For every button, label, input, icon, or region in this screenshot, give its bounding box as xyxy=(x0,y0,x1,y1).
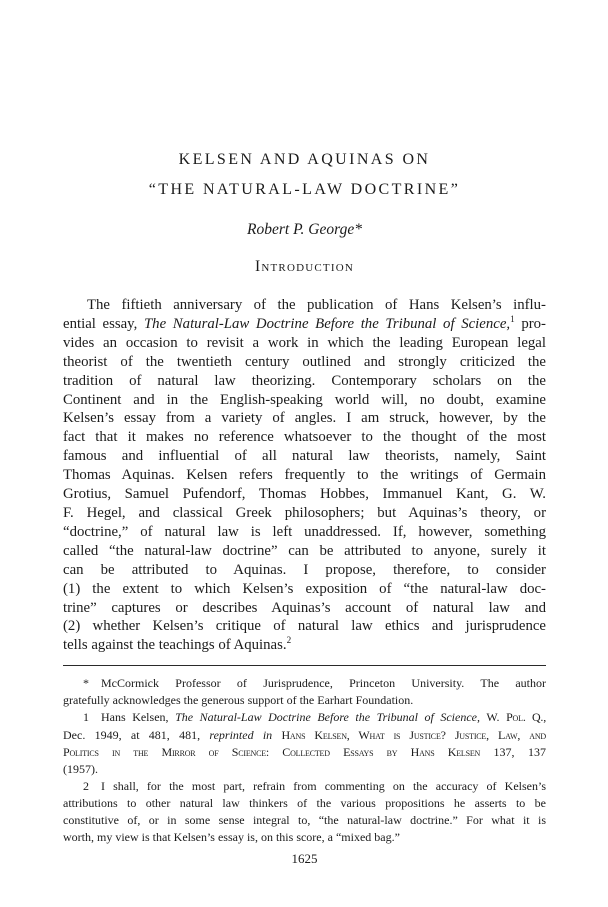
text-line: The fiftieth anniversary of the publication of Hans Kelsen’s influ- xyxy=(87,297,546,313)
article-title-line2: “THE NATURAL-LAW DOCTRINE” xyxy=(148,181,461,198)
text-line: tells against the teachings of Aquinas.$^2$ xyxy=(63,636,292,654)
text-line: Kelsen’s essay from a variety of angles. I am struck, however, by the xyxy=(63,410,546,427)
article-title-line1: KELSEN AND AQUINAS ON xyxy=(178,151,431,168)
article-body xyxy=(63,296,546,655)
text-line: called “the natural-law doctrine” can be attributed to anyone, surely it xyxy=(63,542,546,559)
page-number: 1625 xyxy=(291,851,318,867)
text-line: gratefully acknowledges the generous support of the Earhart Foundation. xyxy=(63,693,414,708)
text-line: Continent and in the English-speaking world will, no doubt, examine xyxy=(63,391,546,408)
text-line: attributions to other natural law thinkers of the various propositions he asserts to be xyxy=(63,795,546,810)
text-line: (1) the extent to which Kelsen’s exposition of “the natural-law doc- xyxy=(63,580,546,597)
section-heading-introduction: Introduction xyxy=(254,258,354,275)
text-line: trine” captures or describes Aquinas’s account of natural law and xyxy=(63,599,546,616)
text-column xyxy=(63,0,546,867)
text-line: constitutive of, or in some sense integral to, “the natural-law doctrine.” For what it is xyxy=(63,812,546,827)
text-line: “doctrine,” of natural law is left unaddressed. If, however, something xyxy=(63,523,546,540)
text-line: (2) whether Kelsen’s critique of natural law ethics and jurisprudence xyxy=(63,618,546,635)
text-line: 2 I shall, for the most part, refrain from commenting on the accuracy of Kelsen’s xyxy=(83,778,546,793)
text-line: vides an occasion to revisit a work in which the leading European legal xyxy=(63,334,546,351)
footnotes-block xyxy=(63,675,546,846)
text-line: * McCormick Professor of Jurisprudence, Princeton University. The author xyxy=(83,676,546,691)
text-line: theorist of the twentieth century outlined and strongly criticized the xyxy=(63,353,546,370)
footnote-separator-rule xyxy=(63,665,546,666)
text-line: fact that it makes no reference whatsoever to the thought of the most xyxy=(63,429,546,446)
text-line: ential essay, The Natural-Law Doctrine Before the Tribunal of Science,$^1$ pro- xyxy=(63,314,546,332)
article-author: Robert P. George* xyxy=(247,221,362,238)
text-line: famous and influential of all natural law theorists, namely, Saint xyxy=(63,448,546,465)
text-line: F. Hegel, and classical Greek philosophers; but Aquinas’s theory, or xyxy=(63,504,546,521)
text-line: tradition of natural law theorizing. Contemporary scholars on the xyxy=(63,372,546,389)
text-line: (1957). xyxy=(63,761,98,776)
text-line: Thomas Aquinas. Kelsen refers frequently to the writings of Germain xyxy=(63,467,546,484)
text-line: 1 Hans Kelsen, The Natural-Law Doctrine Before the Tribunal of Science, W. Pol. Q., xyxy=(83,710,546,725)
text-line: can be attributed to Aquinas. I propose, therefore, to consider xyxy=(63,561,546,578)
text-line: Politics in the Mirror of Science: Collected Essays by Hans Kelsen 137, 137 xyxy=(63,744,546,759)
text-line: Dec. 1949, at 481, 481, reprinted in Hans Kelsen, What is Justice? Justice, Law, and xyxy=(63,727,546,742)
text-line: worth, my view is that Kelsen’s essay is, on this score, a “mixed bag.” xyxy=(63,830,400,845)
text-line: Grotius, Samuel Pufendorf, Thomas Hobbes, Immanuel Kant, G. W. xyxy=(63,486,546,503)
